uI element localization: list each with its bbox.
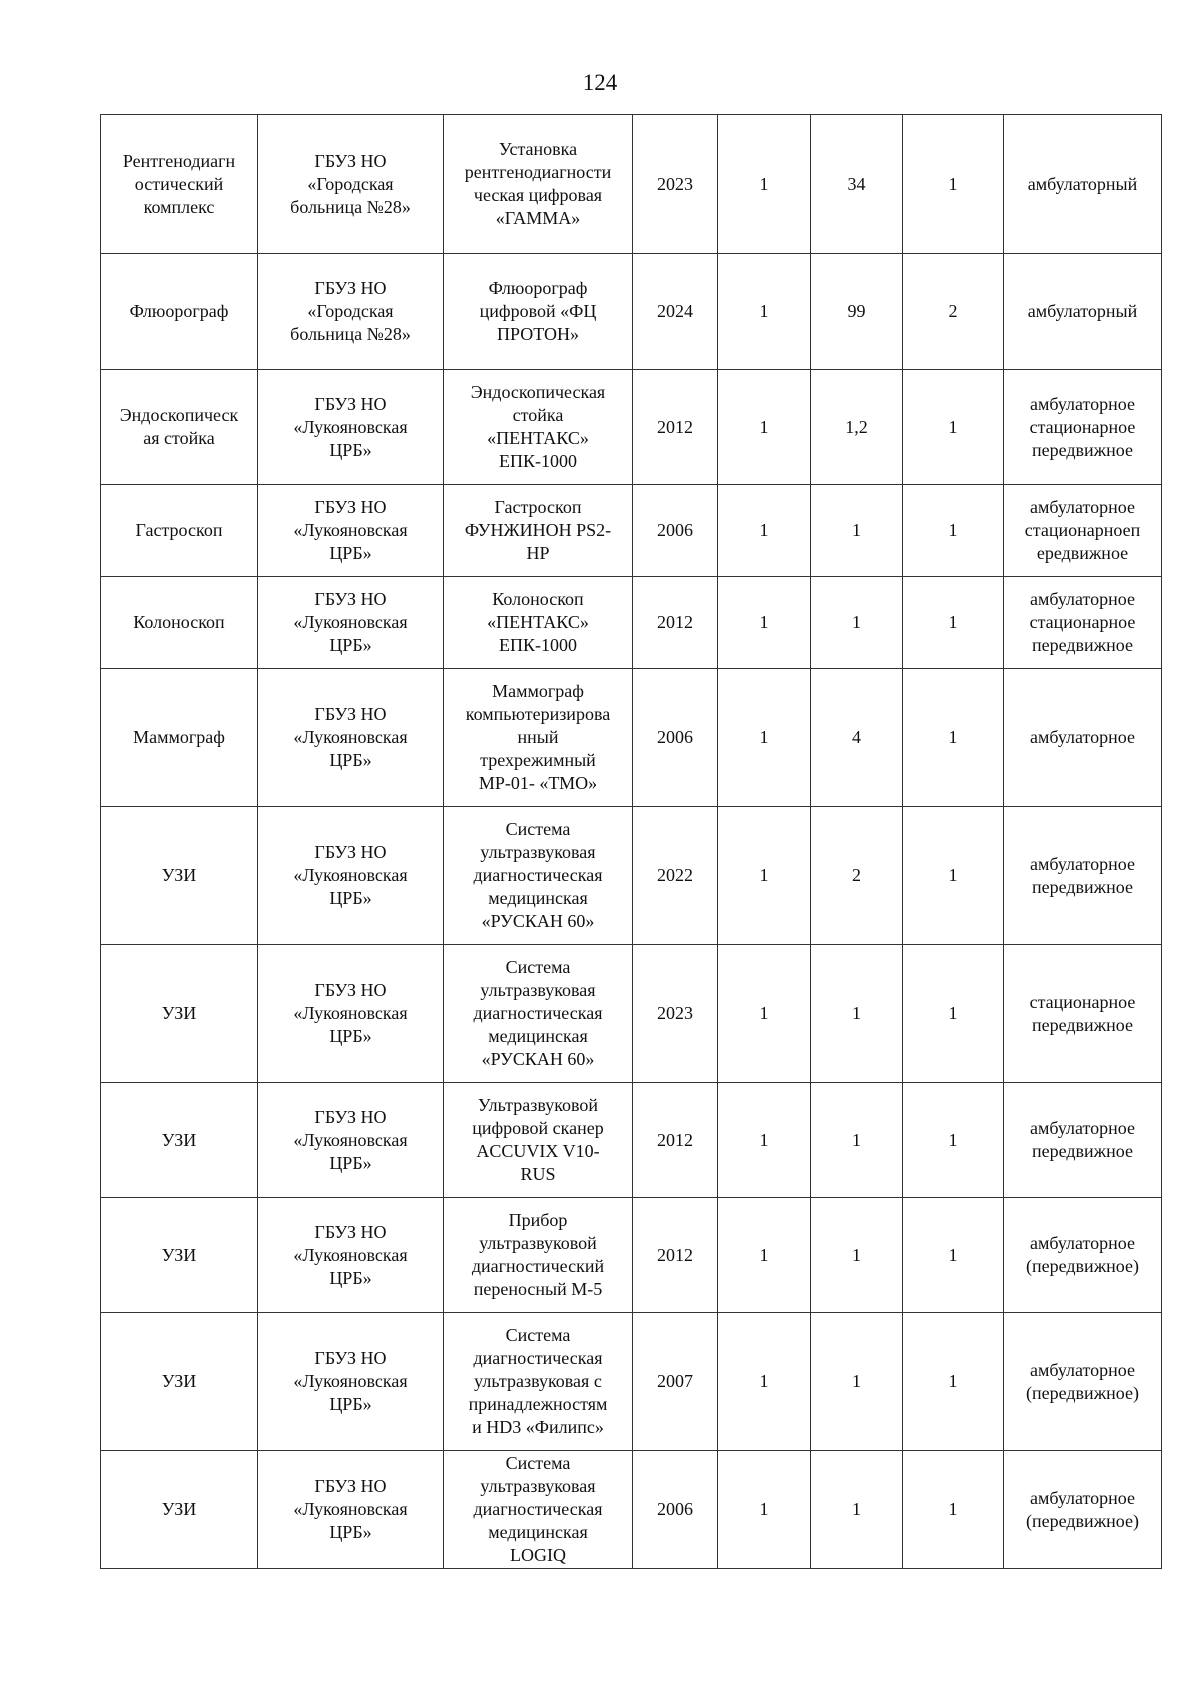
- model-cell: Колоноскоп «ПЕНТАКС» ЕПК-1000: [444, 577, 633, 669]
- wear-cell: 1: [811, 1313, 903, 1451]
- model-cell: Флюорограф цифровой «ФЦ ПРОТОН»: [444, 254, 633, 370]
- quantity-cell: 1: [718, 1198, 811, 1313]
- quantity-cell: 1: [718, 254, 811, 370]
- shifts-cell: 2: [903, 254, 1004, 370]
- wear-cell: 34: [811, 115, 903, 254]
- mode-cell: стационарное передвижное: [1004, 945, 1162, 1083]
- shifts-cell: 1: [903, 1313, 1004, 1451]
- quantity-cell: 1: [718, 485, 811, 577]
- wear-cell: 1: [811, 1198, 903, 1313]
- wear-cell: 1: [811, 577, 903, 669]
- year-cell: 2024: [633, 254, 718, 370]
- model-cell: Эндоскопическая стойка «ПЕНТАКС» ЕПК-1000: [444, 370, 633, 485]
- equipment-name-cell: УЗИ: [101, 945, 258, 1083]
- quantity-cell: 1: [718, 115, 811, 254]
- mode-cell: амбулаторное стационарное передвижное: [1004, 370, 1162, 485]
- table-row: [101, 1313, 1162, 1451]
- quantity-cell: 1: [718, 807, 811, 945]
- year-cell: 2006: [633, 1451, 718, 1569]
- shifts-cell: 1: [903, 1198, 1004, 1313]
- organization-cell: ГБУЗ НО «Городская больница №28»: [258, 115, 444, 254]
- quantity-cell: 1: [718, 1083, 811, 1198]
- wear-cell: 1,2: [811, 370, 903, 485]
- model-cell: Маммограф компьютеризирова нный трехрежимный МР-01- «ТМО»: [444, 669, 633, 807]
- table-row: [101, 669, 1162, 807]
- wear-cell: 1: [811, 945, 903, 1083]
- quantity-cell: 1: [718, 1451, 811, 1569]
- wear-cell: 4: [811, 669, 903, 807]
- year-cell: 2012: [633, 1198, 718, 1313]
- model-cell: Прибор ультразвуковой диагностический переносный М-5: [444, 1198, 633, 1313]
- model-cell: Гастроскоп ФУНЖИНОН PS2- HP: [444, 485, 633, 577]
- shifts-cell: 1: [903, 485, 1004, 577]
- equipment-name-cell: УЗИ: [101, 1313, 258, 1451]
- organization-cell: ГБУЗ НО «Лукояновская ЦРБ»: [258, 1451, 444, 1569]
- equipment-name-cell: Рентгенодиагн остический комплекс: [101, 115, 258, 254]
- equipment-name-cell: УЗИ: [101, 807, 258, 945]
- equipment-name-cell: Маммограф: [101, 669, 258, 807]
- shifts-cell: 1: [903, 1451, 1004, 1569]
- organization-cell: ГБУЗ НО «Лукояновская ЦРБ»: [258, 669, 444, 807]
- table-row: [101, 1198, 1162, 1313]
- quantity-cell: 1: [718, 577, 811, 669]
- wear-cell: 2: [811, 807, 903, 945]
- quantity-cell: 1: [718, 669, 811, 807]
- table-row: [101, 807, 1162, 945]
- year-cell: 2023: [633, 115, 718, 254]
- year-cell: 2012: [633, 1083, 718, 1198]
- year-cell: 2007: [633, 1313, 718, 1451]
- wear-cell: 1: [811, 1083, 903, 1198]
- mode-cell: амбулаторное стационарноеп ередвижное: [1004, 485, 1162, 577]
- shifts-cell: 1: [903, 577, 1004, 669]
- table-row: [101, 370, 1162, 485]
- wear-cell: 1: [811, 1451, 903, 1569]
- wear-cell: 99: [811, 254, 903, 370]
- quantity-cell: 1: [718, 370, 811, 485]
- equipment-name-cell: Колоноскоп: [101, 577, 258, 669]
- model-cell: Система диагностическая ультразвуковая с принадлежностям и HD3 «Филипс»: [444, 1313, 633, 1451]
- equipment-name-cell: Эндоскопическ ая стойка: [101, 370, 258, 485]
- equipment-name-cell: УЗИ: [101, 1451, 258, 1569]
- equipment-table: [100, 114, 1162, 1569]
- model-cell: Система ультразвуковая диагностическая медицинская LOGIQ: [444, 1451, 633, 1569]
- mode-cell: амбулаторное передвижное: [1004, 1083, 1162, 1198]
- organization-cell: ГБУЗ НО «Городская больница №28»: [258, 254, 444, 370]
- mode-cell: амбулаторное передвижное: [1004, 807, 1162, 945]
- organization-cell: ГБУЗ НО «Лукояновская ЦРБ»: [258, 1198, 444, 1313]
- shifts-cell: 1: [903, 807, 1004, 945]
- quantity-cell: 1: [718, 945, 811, 1083]
- table-row: [101, 1451, 1162, 1569]
- table-row: [101, 254, 1162, 370]
- page-number: 124: [582, 70, 618, 95]
- shifts-cell: 1: [903, 370, 1004, 485]
- shifts-cell: 1: [903, 115, 1004, 254]
- equipment-name-cell: Гастроскоп: [101, 485, 258, 577]
- equipment-name-cell: Флюорограф: [101, 254, 258, 370]
- equipment-name-cell: УЗИ: [101, 1083, 258, 1198]
- year-cell: 2023: [633, 945, 718, 1083]
- equipment-name-cell: УЗИ: [101, 1198, 258, 1313]
- year-cell: 2006: [633, 669, 718, 807]
- mode-cell: амбулаторное: [1004, 669, 1162, 807]
- wear-cell: 1: [811, 485, 903, 577]
- mode-cell: амбулаторное стационарное передвижное: [1004, 577, 1162, 669]
- year-cell: 2012: [633, 370, 718, 485]
- mode-cell: амбулаторный: [1004, 254, 1162, 370]
- year-cell: 2022: [633, 807, 718, 945]
- shifts-cell: 1: [903, 945, 1004, 1083]
- model-cell: Установка рентгенодиагности ческая цифровая «ГАММА»: [444, 115, 633, 254]
- year-cell: 2006: [633, 485, 718, 577]
- table-row: [101, 1083, 1162, 1198]
- table-row: [101, 577, 1162, 669]
- organization-cell: ГБУЗ НО «Лукояновская ЦРБ»: [258, 945, 444, 1083]
- model-cell: Система ультразвуковая диагностическая медицинская «РУСКАН 60»: [444, 945, 633, 1083]
- mode-cell: амбулаторный: [1004, 115, 1162, 254]
- year-cell: 2012: [633, 577, 718, 669]
- organization-cell: ГБУЗ НО «Лукояновская ЦРБ»: [258, 485, 444, 577]
- model-cell: Система ультразвуковая диагностическая медицинская «РУСКАН 60»: [444, 807, 633, 945]
- quantity-cell: 1: [718, 1313, 811, 1451]
- table-row: [101, 945, 1162, 1083]
- table-row: [101, 115, 1162, 254]
- mode-cell: амбулаторное (передвижное): [1004, 1198, 1162, 1313]
- organization-cell: ГБУЗ НО «Лукояновская ЦРБ»: [258, 1313, 444, 1451]
- table-row: [101, 485, 1162, 577]
- organization-cell: ГБУЗ НО «Лукояновская ЦРБ»: [258, 577, 444, 669]
- mode-cell: амбулаторное (передвижное): [1004, 1313, 1162, 1451]
- shifts-cell: 1: [903, 1083, 1004, 1198]
- shifts-cell: 1: [903, 669, 1004, 807]
- organization-cell: ГБУЗ НО «Лукояновская ЦРБ»: [258, 370, 444, 485]
- model-cell: Ультразвуковой цифровой сканер ACCUVIX V10- RUS: [444, 1083, 633, 1198]
- mode-cell: амбулаторное (передвижное): [1004, 1451, 1162, 1569]
- organization-cell: ГБУЗ НО «Лукояновская ЦРБ»: [258, 1083, 444, 1198]
- organization-cell: ГБУЗ НО «Лукояновская ЦРБ»: [258, 807, 444, 945]
